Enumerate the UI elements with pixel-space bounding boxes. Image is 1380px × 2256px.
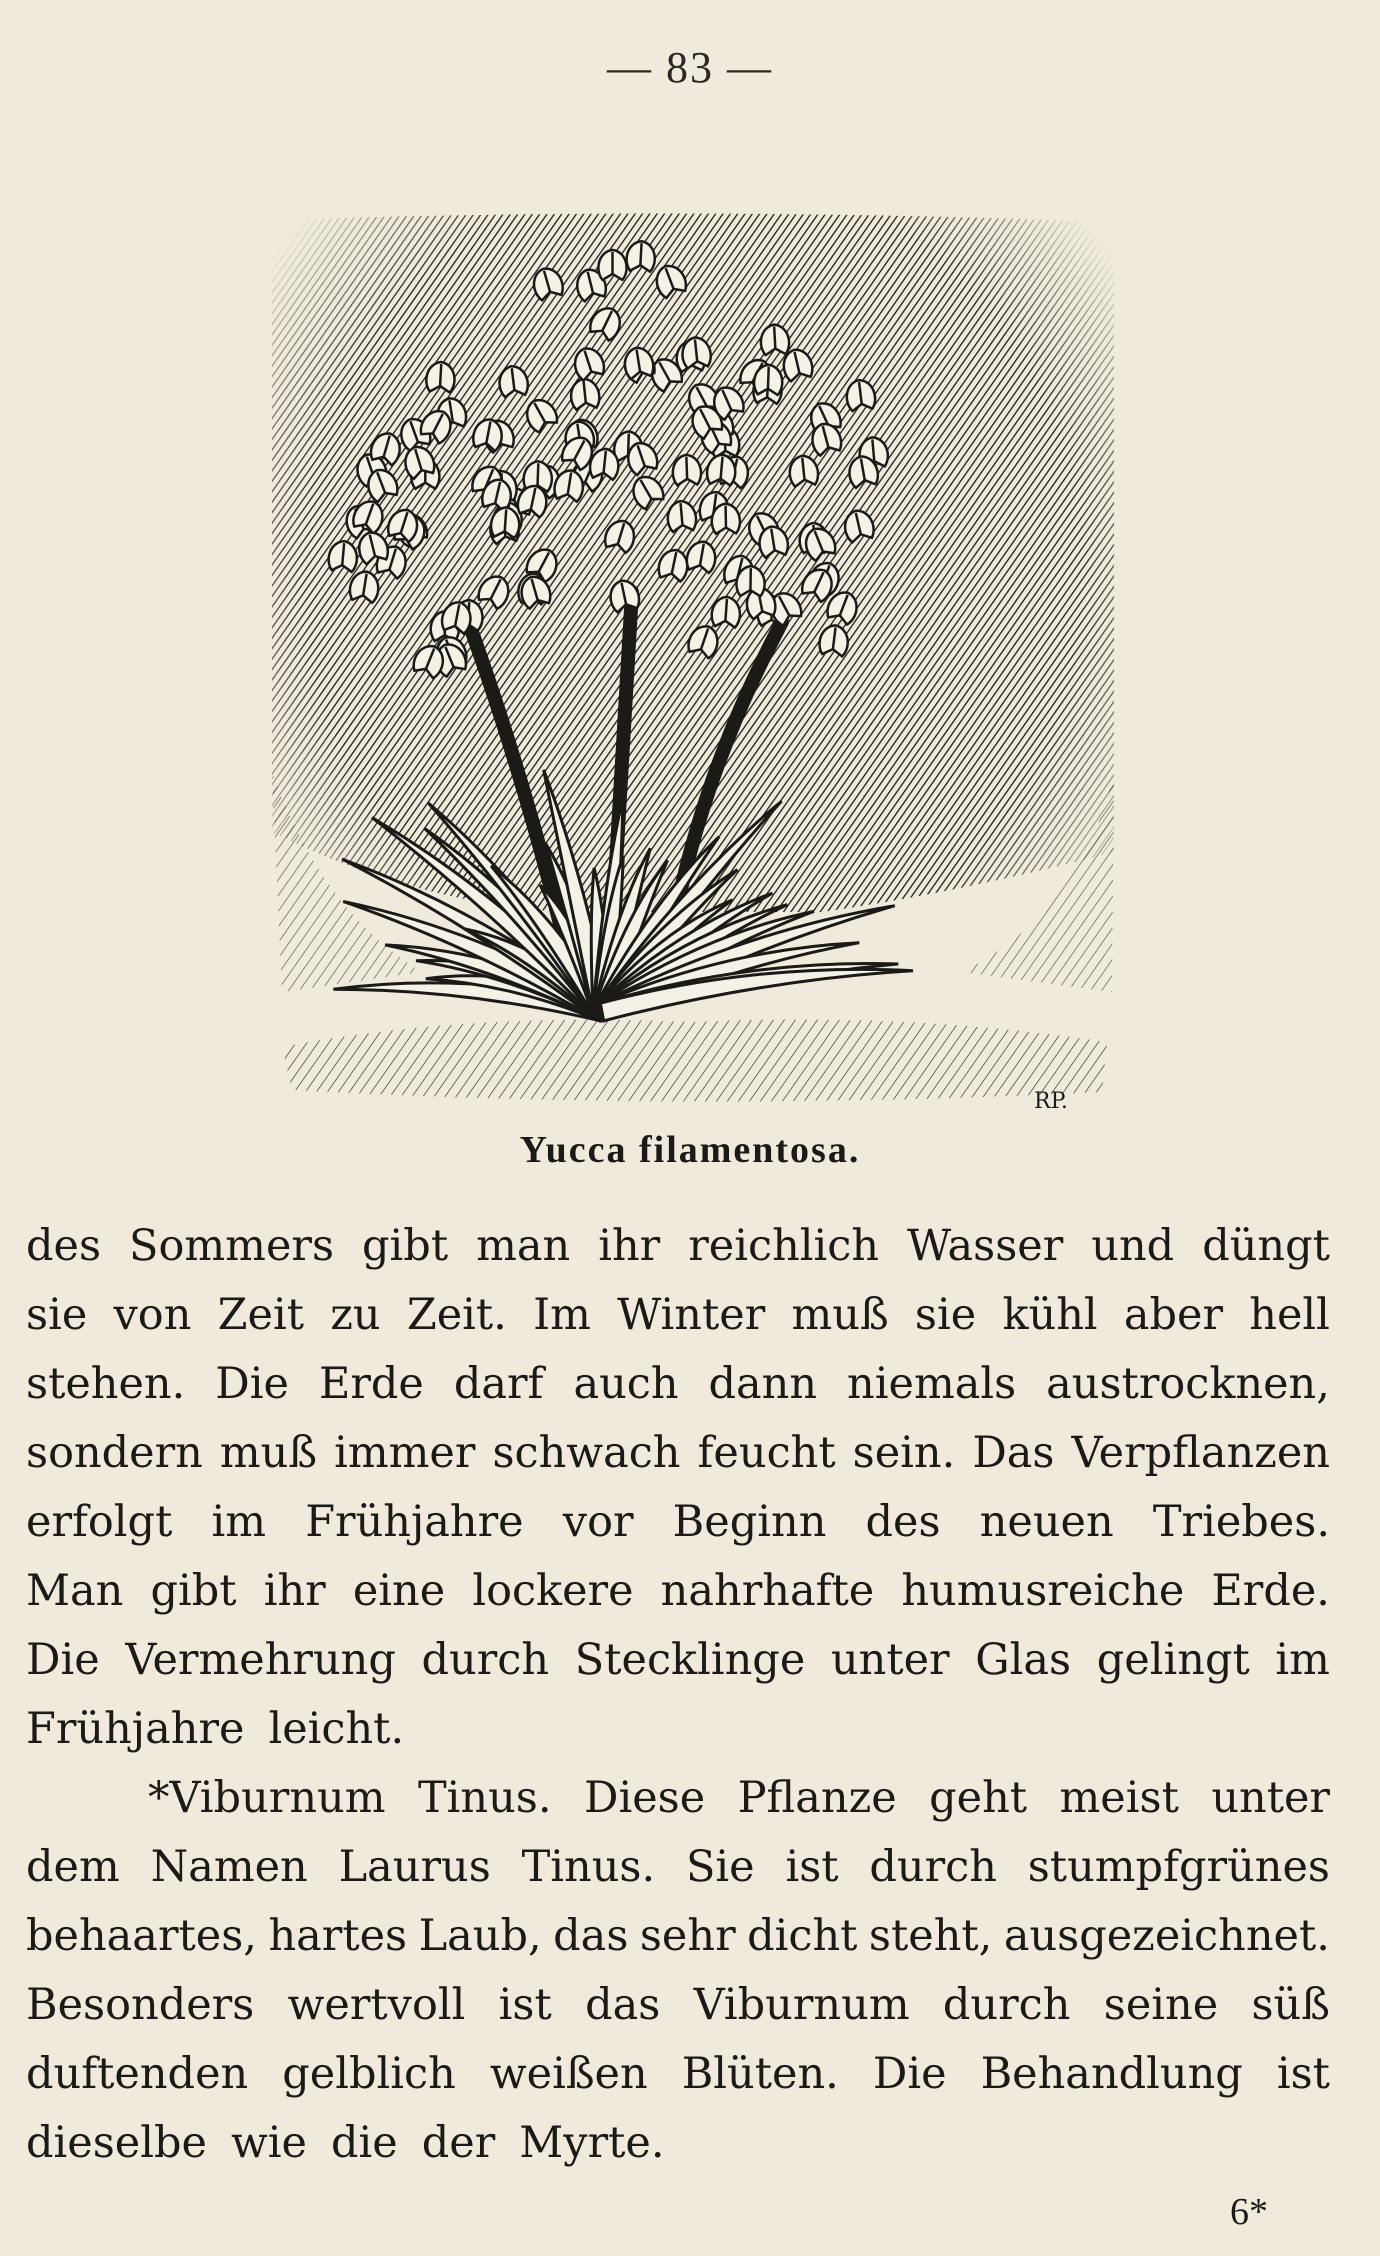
text-line bbox=[26, 1281, 1330, 1350]
word: stehen. bbox=[26, 1359, 186, 1409]
text-line bbox=[26, 2040, 1330, 2109]
word: gelingt bbox=[1096, 1635, 1250, 1685]
word: ihr bbox=[598, 1221, 661, 1271]
word: meist bbox=[1059, 1773, 1179, 1823]
text-line bbox=[26, 1833, 1330, 1902]
word: wertvoll bbox=[287, 1980, 466, 2030]
word: die bbox=[330, 2118, 398, 2168]
word: niemals bbox=[847, 1359, 1017, 1409]
word: muß bbox=[219, 1428, 318, 1478]
word: stumpfgrünes bbox=[1027, 1842, 1330, 1892]
word: Stecklinge bbox=[574, 1635, 806, 1685]
text-line bbox=[26, 1557, 1330, 1626]
word: des bbox=[26, 1221, 102, 1271]
word: im bbox=[211, 1497, 267, 1547]
word: Man bbox=[26, 1566, 124, 1616]
word: Glas bbox=[975, 1635, 1072, 1685]
word: Winter bbox=[617, 1290, 766, 1340]
word: behaartes, bbox=[26, 1911, 257, 1961]
word: Erde. bbox=[1211, 1566, 1330, 1616]
artist-initials: RP. bbox=[1034, 1089, 1068, 1112]
word: erfolgt bbox=[26, 1497, 173, 1547]
word: sie bbox=[26, 1290, 88, 1340]
word: dieselbe bbox=[26, 2118, 207, 2168]
word: dicht bbox=[747, 1911, 858, 1961]
text-line bbox=[26, 1971, 1330, 2040]
word: Erde bbox=[318, 1359, 424, 1409]
word: düngt bbox=[1202, 1221, 1330, 1271]
word: Diese bbox=[583, 1773, 706, 1823]
word: gibt bbox=[362, 1221, 449, 1271]
word: des bbox=[865, 1497, 941, 1547]
text-line bbox=[26, 1902, 1330, 1971]
word: vor bbox=[562, 1497, 634, 1547]
word: der bbox=[421, 2118, 496, 2168]
word: Behandlung bbox=[980, 2049, 1243, 2099]
word: Frühjahre bbox=[26, 1704, 245, 1754]
word: schwach bbox=[492, 1428, 681, 1478]
word: weißen bbox=[489, 2049, 648, 2099]
word: man bbox=[476, 1221, 571, 1271]
text-line bbox=[26, 1626, 1330, 1695]
word: Die bbox=[215, 1359, 289, 1409]
body-text bbox=[26, 1212, 1330, 2178]
word: durch bbox=[869, 1842, 997, 1892]
word: durch bbox=[942, 1980, 1071, 2030]
yucca-illustration bbox=[262, 212, 1124, 1112]
word: kühl bbox=[1002, 1290, 1098, 1340]
word: seine bbox=[1103, 1980, 1219, 2030]
word: dem bbox=[26, 1842, 120, 1892]
word: Vermehrung bbox=[125, 1635, 396, 1685]
word: geht bbox=[929, 1773, 1028, 1823]
word: Besonders bbox=[26, 1980, 255, 2030]
word: im bbox=[1275, 1635, 1330, 1685]
word: Tinus. bbox=[521, 1842, 656, 1892]
word: das bbox=[553, 1911, 629, 1961]
word: hell bbox=[1249, 1290, 1330, 1340]
word: Myrte. bbox=[519, 2118, 665, 2168]
word: Zeit bbox=[217, 1290, 304, 1340]
word: eine bbox=[352, 1566, 446, 1616]
word: das bbox=[585, 1980, 661, 2030]
word: *Viburnum bbox=[148, 1773, 386, 1823]
word: darf bbox=[453, 1359, 544, 1409]
word: Laurus bbox=[338, 1842, 491, 1892]
word: gelblich bbox=[282, 2049, 456, 2099]
word: reichlich bbox=[688, 1221, 880, 1271]
word: Blüten. bbox=[681, 2049, 839, 2099]
text-line bbox=[26, 1350, 1330, 1419]
text-line bbox=[26, 1488, 1330, 1557]
word: neuen bbox=[979, 1497, 1114, 1547]
word: hartes bbox=[268, 1911, 408, 1961]
word: Namen bbox=[150, 1842, 308, 1892]
word: auch bbox=[573, 1359, 679, 1409]
word: ihr bbox=[263, 1566, 326, 1616]
word: leicht. bbox=[268, 1704, 405, 1754]
word: feucht bbox=[697, 1428, 836, 1478]
word: lockere bbox=[472, 1566, 634, 1616]
word: aber bbox=[1123, 1290, 1224, 1340]
word: duftenden bbox=[26, 2049, 249, 2099]
word: nahrhafte bbox=[660, 1566, 875, 1616]
word: muß bbox=[791, 1290, 889, 1340]
word: austrocknen, bbox=[1046, 1359, 1330, 1409]
word: Frühjahre bbox=[305, 1497, 524, 1547]
word: ist bbox=[785, 1842, 839, 1892]
word: unter bbox=[1211, 1773, 1330, 1823]
word: unter bbox=[830, 1635, 950, 1685]
word: Sie bbox=[685, 1842, 755, 1892]
word: Im bbox=[533, 1290, 591, 1340]
word: durch bbox=[421, 1635, 550, 1685]
word: Die bbox=[26, 1635, 100, 1685]
word: ist bbox=[1276, 2049, 1330, 2099]
word: Die bbox=[872, 2049, 947, 2099]
figure-caption: Yucca filamentosa. bbox=[519, 1129, 861, 1171]
word: Das bbox=[972, 1428, 1055, 1478]
word: Laub, bbox=[418, 1911, 542, 1961]
word: ausgezeichnet. bbox=[1003, 1911, 1330, 1961]
word: sehr bbox=[639, 1911, 736, 1961]
word: gibt bbox=[150, 1566, 237, 1616]
word: Pflanze bbox=[737, 1773, 897, 1823]
word: humusreiche bbox=[901, 1566, 1185, 1616]
text-line bbox=[26, 1695, 1330, 1764]
word: immer bbox=[334, 1428, 476, 1478]
text-line bbox=[26, 1419, 1330, 1488]
word: steht, bbox=[868, 1911, 993, 1961]
word: sie bbox=[914, 1290, 977, 1340]
word: sein. bbox=[852, 1428, 956, 1478]
word: Sommers bbox=[129, 1221, 335, 1271]
word: Triebes. bbox=[1152, 1497, 1330, 1547]
word: ist bbox=[498, 1980, 552, 2030]
word: dann bbox=[708, 1359, 818, 1409]
word: Zeit. bbox=[406, 1290, 507, 1340]
word: zu bbox=[330, 1290, 381, 1340]
sheet-signature: 6* bbox=[1230, 2191, 1268, 2233]
text-line bbox=[26, 1212, 1330, 1281]
word: Beginn bbox=[672, 1497, 827, 1547]
word: von bbox=[113, 1290, 192, 1340]
word: Viburnum bbox=[693, 1980, 910, 2030]
word: süß bbox=[1251, 1980, 1330, 2030]
page-number: — 83 — bbox=[607, 43, 773, 92]
text-line bbox=[26, 1764, 1330, 1833]
text-line bbox=[26, 2109, 1330, 2178]
word: Tinus. bbox=[417, 1773, 552, 1823]
word: wie bbox=[230, 2118, 307, 2168]
word: und bbox=[1091, 1221, 1175, 1271]
word: sondern bbox=[26, 1428, 203, 1478]
word: Wasser bbox=[907, 1221, 1064, 1271]
word: Verpflanzen bbox=[1071, 1428, 1330, 1478]
